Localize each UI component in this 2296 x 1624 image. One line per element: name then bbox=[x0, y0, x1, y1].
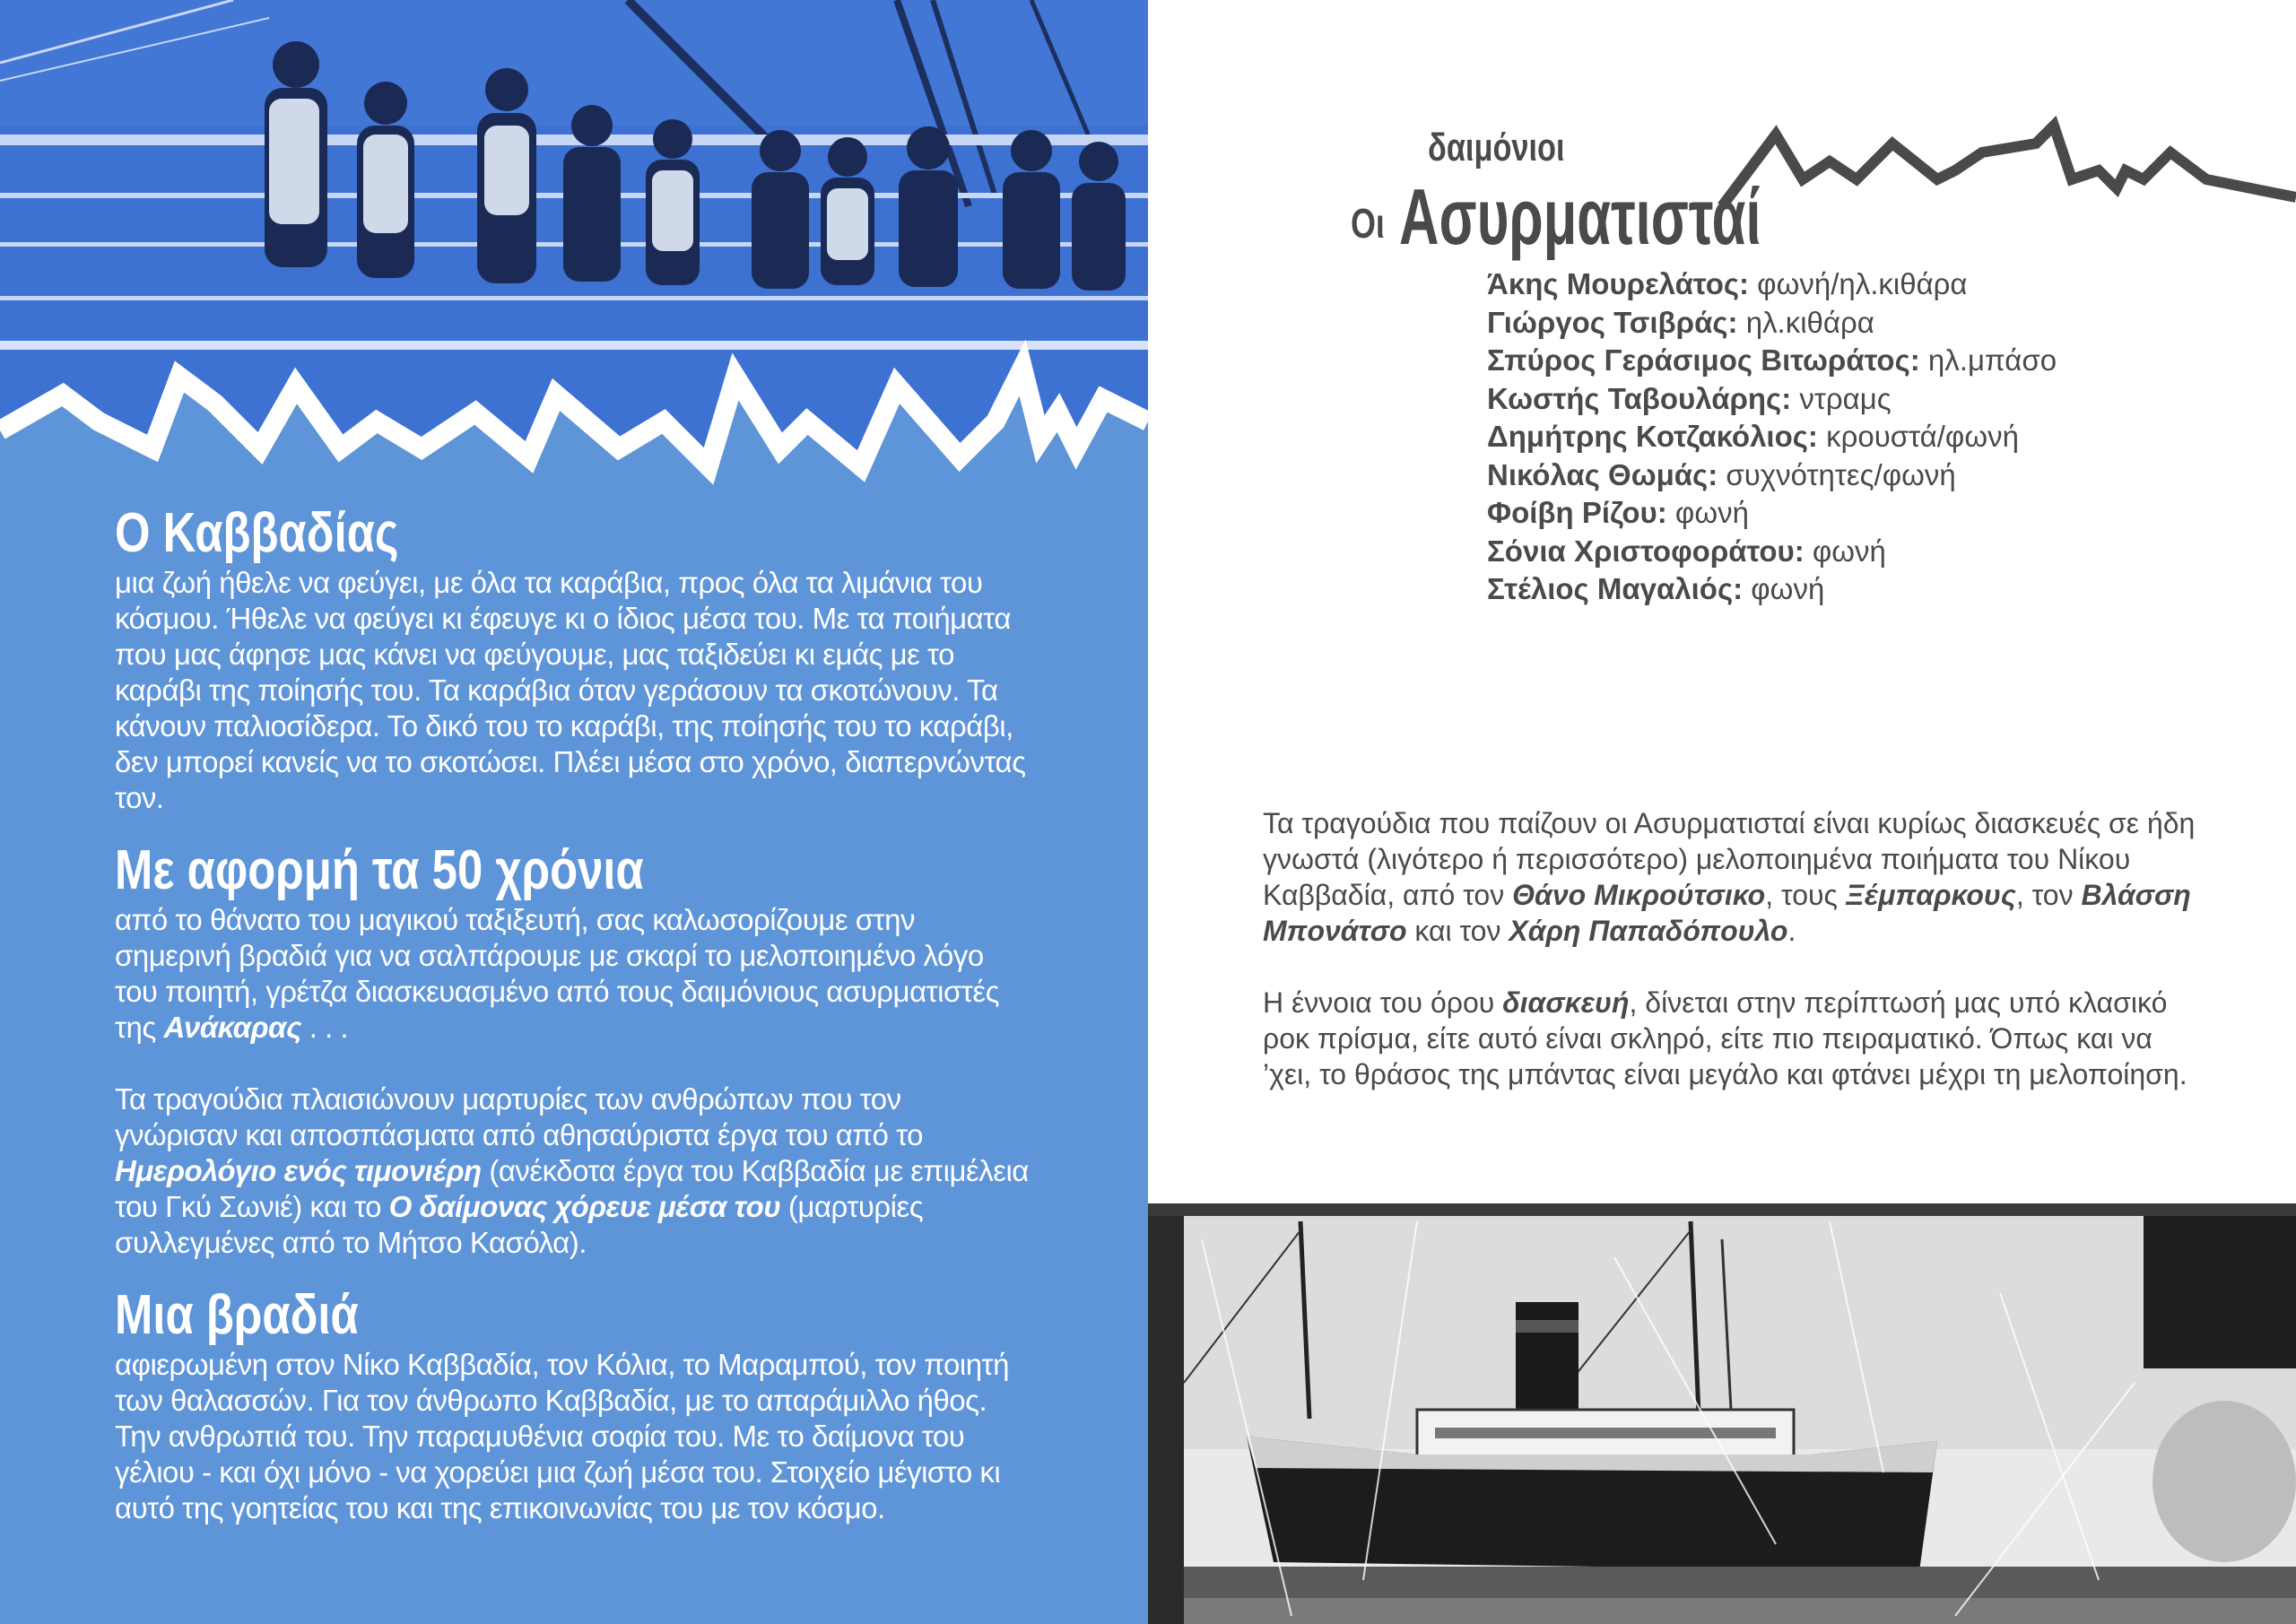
member-row: Γιώργος Τσιβράς: ηλ.κιθάρα bbox=[1487, 305, 1874, 339]
bold-anakaras: Ανάκαρας bbox=[163, 1011, 302, 1044]
steamship-photo bbox=[1148, 1203, 2296, 1624]
bold-daimonas: Ο δαίμονας χόρευε μέσα του bbox=[388, 1190, 781, 1223]
member-row: Σπύρος Γεράσιμος Βιτωράτος: ηλ.μπάσο bbox=[1487, 343, 2057, 377]
left-text-column bbox=[115, 502, 1030, 1526]
section-body-50-years: από το θάνατο του μαγικού ταξιξευτή, σας καλωσορίζουμε στην σημερινή βραδιά για να σαλπάρουμε με σκαρί το μελοποιημένο λόγο του ποιητή, γρέτζα διασκευασμένο από τους δαιμόνιους ασυρματιστές της Ανάκαρας . . . bbox=[115, 903, 1000, 1044]
section-title-evening: Μια βραδιά bbox=[115, 1284, 359, 1346]
section-body-kavvadias: μια ζωή ήθελε να φεύγει, με όλα τα καράβια, προς όλα τα λιμάνια του κόσμου. Ήθελε να φεύγει κι έφευγε κι ο ίδιος μέσα του. Με τα ποιήματα που μας άφησε μας κάνει να φεύγουμε, μας ταξιδεύει κι εμάς με το καράβι της ποίησής του. Τα καράβια όταν γεράσουν τα σκοτώνουν. Τα κάνουν παλιοσίδερα. Το δικό του το καράβι, της ποίησής του το καράβι, δεν μπορεί κανείς να το σκοτώσει. Πλέει μέσα στο χρόνο, διαπερνώντας τον. bbox=[115, 566, 1026, 814]
member-row: Κωστής Ταβουλάρης: ντραμς bbox=[1487, 381, 1892, 415]
member-row: Νικόλας Θωμάς: συχνότητες/φωνή bbox=[1487, 457, 1956, 491]
member-row: Στέλιος Μαγαλιός: φωνή bbox=[1487, 572, 1825, 605]
member-row: Φοίβη Ρίζου: φωνή bbox=[1487, 496, 1749, 529]
right-panel bbox=[1148, 0, 2296, 1624]
band-title-main: Ασυρματισταί bbox=[1399, 172, 1761, 261]
section-title-kavvadias: Ο Καββαδίας bbox=[115, 502, 399, 564]
member-row: Σόνια Χριστοφοράτου: φωνή bbox=[1487, 534, 1886, 568]
band-members-list bbox=[1487, 265, 2057, 609]
member-row: Άκης Μουρελάτος: φωνή/ηλ.κιθάρα bbox=[1487, 267, 1968, 300]
bold-imerologio: Ημερολόγιο ενός τιμονιέρη bbox=[115, 1154, 482, 1187]
paragraph-diaskevi: Η έννοια του όρου διασκευή, δίνεται στην περίπτωσή μας υπό κλασικό ροκ πρίσμα, είτε αυτό είναι σκληρό, είτε πιο πειραματικό. Όπως και να ’χει, το θράσος της μπάντας είναι μεγάλο και φτάνει μέχρι τη μελοποίηση. bbox=[1263, 986, 2187, 1090]
band-title-oi: Οι bbox=[1351, 200, 1385, 247]
paragraph-covers: Τα τραγούδια που παίζουν οι Ασυρματισταί είναι κυρίως διασκευές σε ήδη γνωστά (λιγότερο ή περισσότερο) μελοποιημένα ποιήματα του Νίκου Καββαδία, από τον Θάνο Μικρούτσικο, τους Ξέμπαρκους, τον Βλάσση Μπονάτσο και τον Χάρη Παπαδόπουλο. bbox=[1263, 807, 2196, 947]
right-text-column bbox=[1263, 805, 2196, 1092]
section-body-evening: αφιερωμένη στον Νίκο Καββαδία, τον Κόλια, το Μαραμπού, τον ποιητή των θαλασσών. Για τον άνθρωπο Καββαδία, με το απαράμιλλο ήθος. Την ανθρωπιά του. Την παραμυθένια σοφία του. Με το δαίμονα του γέλιου - και όχι μόνο - να χορεύει μια ζωή μέσα του. Στοιχείο μέγιστο κι αυτό της γοητείας του και της επικοινωνίας του με τον κόσμο. bbox=[115, 1348, 1009, 1524]
ship-deck-photo bbox=[0, 0, 1148, 502]
section-title-50-years: Με αφορμή τα 50 χρόνια bbox=[115, 839, 644, 901]
section-body-testimonies: Τα τραγούδια πλαισιώνουν μαρτυρίες των ανθρώπων που τον γνώρισαν και αποσπάσματα από αθησαύριστα έργα του από το Ημερολόγιο ενός τιμονιέρη (ανέκδοτα έργα του Καββαδία με επιμέλεια του Γκύ Σωνιέ) και το Ο δαίμονας χόρευε μέσα του (μαρτυρίες συλλεγμένες από το Μήτσο Κασόλα). bbox=[115, 1082, 1029, 1259]
band-title-small: δαιμόνιοι bbox=[1428, 126, 1565, 169]
member-row: Δημήτρης Κοτζακόλιος: κρουστά/φωνή bbox=[1487, 420, 2019, 453]
